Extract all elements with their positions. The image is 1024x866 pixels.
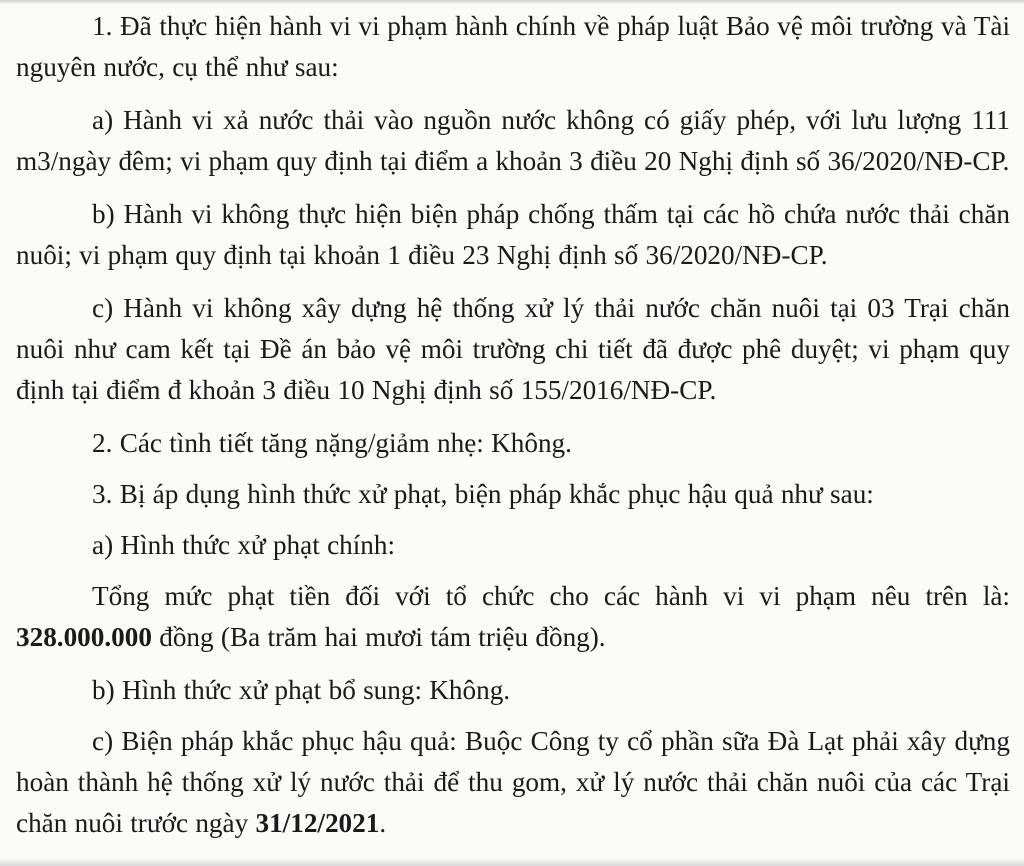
text-run: b) Hành vi không thực hiện biện pháp chống thấm tại các hồ chứa nước thải chăn nuôi; vi phạm quy định tại khoản 1 điều 23 Nghị định số 36/2020/NĐ-CP. (16, 199, 1010, 270)
text-run: . (379, 808, 387, 838)
deadline-date: 31/12/2021 (255, 808, 380, 838)
text-run: đồng (Ba trăm hai mươi tám triệu đồng). (151, 622, 606, 652)
text-run: 1. Đã thực hiện hành vi vi phạm hành chính về pháp luật Bảo vệ môi trường và Tài nguyên nước, cụ thể như sau: (16, 11, 1010, 82)
paragraph-violations-intro (16, 6, 1010, 88)
text-run: c) Biện pháp khắc phục hậu quả: Buộc Công ty cổ phần sữa Đà Lạt phải xây dựng hoàn thành hệ thống xử lý nước thải để thu gom, xử lý nước thải chăn nuôi của các Trại chăn nuôi trước ngày (16, 726, 1010, 838)
page-bottom-edge (0, 858, 1024, 866)
paragraph-remedial-measures (16, 721, 1010, 844)
paragraph-fine-total (16, 576, 1010, 658)
paragraph-circumstances (16, 423, 1010, 464)
paragraph-violation-a (16, 100, 1010, 182)
paragraph-additional-penalty (16, 670, 1010, 711)
page-top-edge (0, 0, 1024, 4)
paragraph-violation-b (16, 194, 1010, 276)
text-run: Tổng mức phạt tiền đối với tổ chức cho các hành vi vi phạm nêu trên là: (92, 581, 1010, 611)
text-run: 3. Bị áp dụng hình thức xử phạt, biện pháp khắc phục hậu quả như sau: (92, 479, 874, 509)
text-run: c) Hành vi không xây dựng hệ thống xử lý thải nước chăn nuôi tại 03 Trại chăn nuôi như cam kết tại Đề án bảo vệ môi trường chi tiết đã được phê duyệt; vi phạm quy định tại điểm đ khoản 3 điều 10 Nghị định số 155/2016/NĐ-CP. (16, 293, 1010, 405)
paragraph-main-penalty (16, 525, 1010, 566)
paragraph-violation-c (16, 288, 1010, 411)
text-run: a) Hành vi xả nước thải vào nguồn nước không có giấy phép, với lưu lượng 111 m3/ngày đêm; vi phạm quy định tại điểm a khoản 3 điều 20 Nghị định số 36/2020/NĐ-CP. (16, 105, 1010, 176)
text-run: a) Hình thức xử phạt chính: (92, 530, 396, 560)
paragraph-penalties-intro (16, 474, 1010, 515)
fine-amount: 328.000.000 (16, 622, 152, 652)
document-body (16, 6, 1010, 856)
text-run: 2. Các tình tiết tăng nặng/giảm nhẹ: Không. (92, 428, 572, 458)
text-run: b) Hình thức xử phạt bổ sung: Không. (92, 675, 511, 705)
